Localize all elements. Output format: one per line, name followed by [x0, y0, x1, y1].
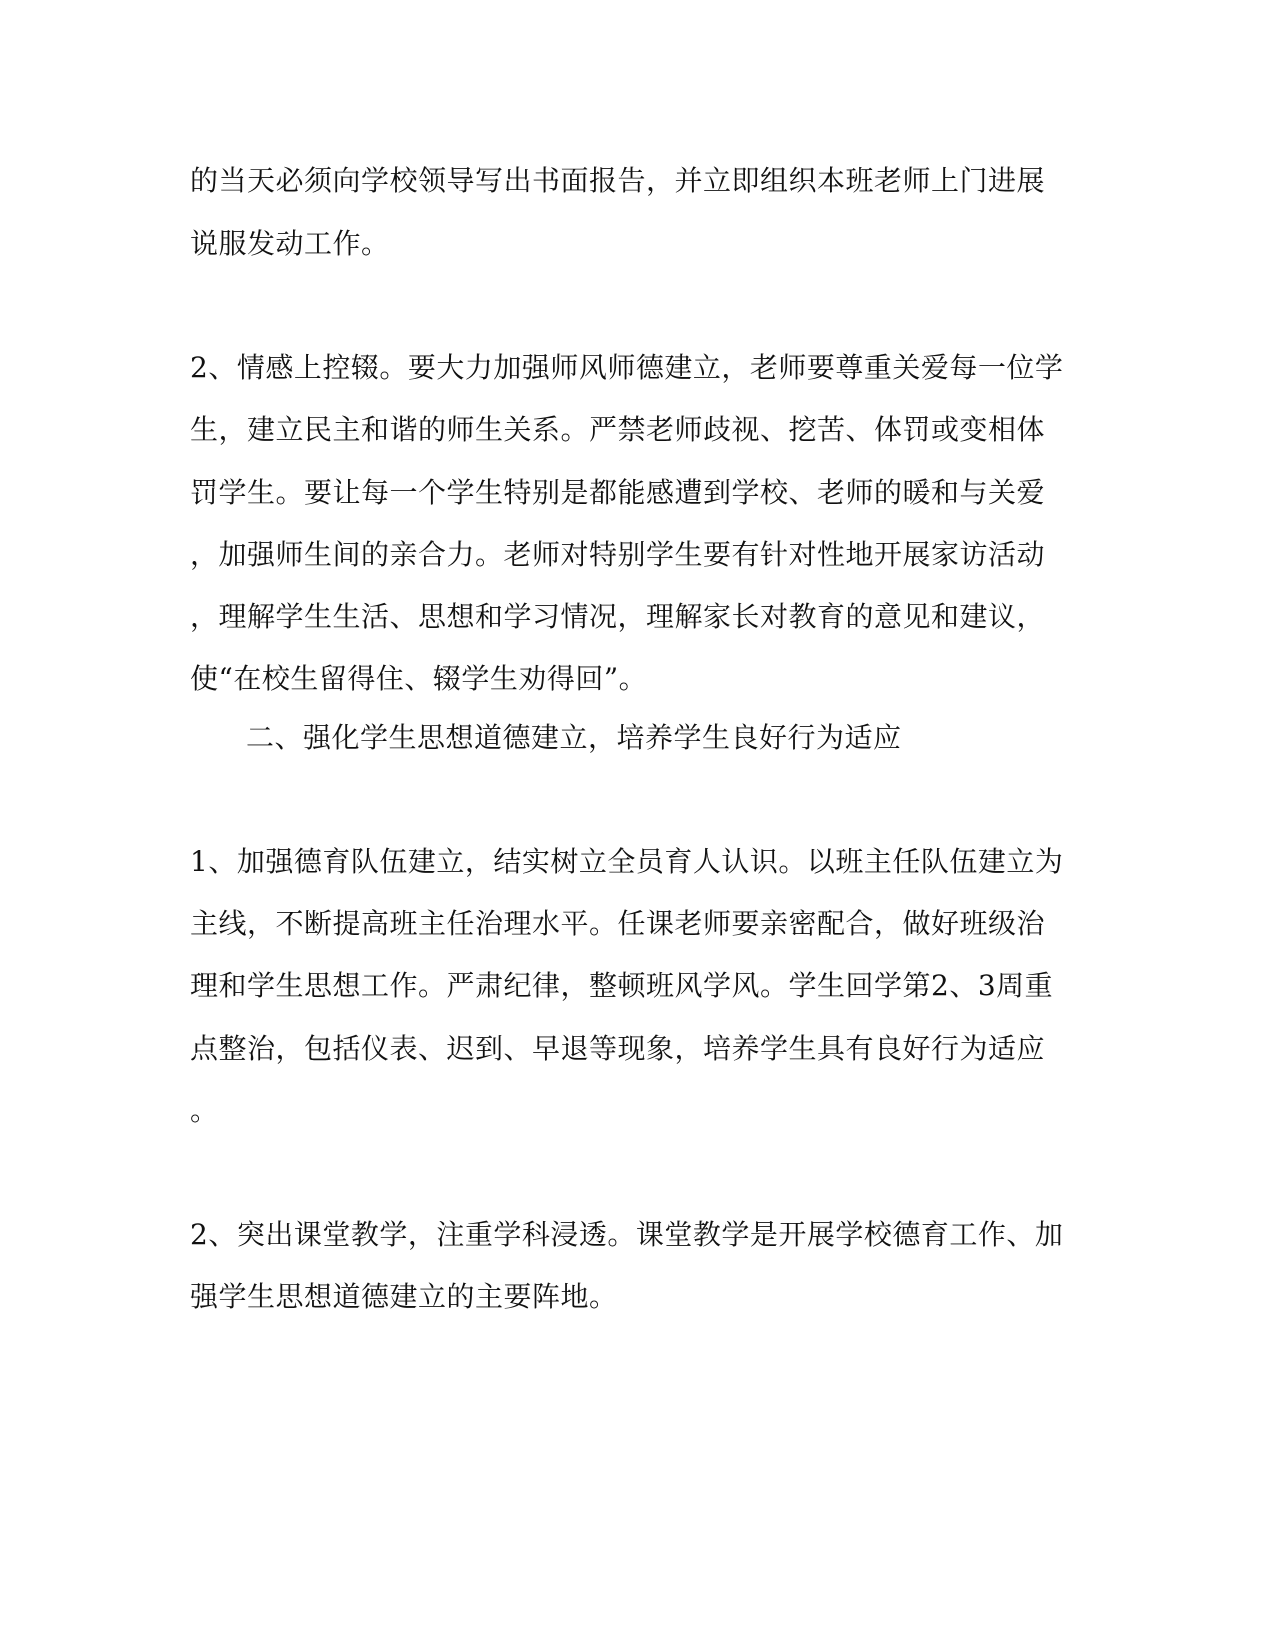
- paragraph-line: 生，建立民主和谐的师生关系。严禁老师歧视、挖苦、体罚或变相体: [190, 413, 1046, 446]
- paragraph-line: 。: [190, 1094, 219, 1127]
- paragraph-line: ，加强师生间的亲合力。老师对特别学生要有针对性地开展家访活动: [190, 538, 1046, 571]
- paragraph-line: 主线，不断提高班主任治理水平。任课老师要亲密配合，做好班级治: [190, 907, 1046, 940]
- paragraph-line: 1、加强德育队伍建立，结实树立全员育人认识。以班主任队伍建立为: [190, 845, 1064, 878]
- paragraph-line: ，理解学生生活、思想和学习情况，理解家长对教育的意见和建议，: [190, 600, 1046, 633]
- paragraph-line: 2、情感上控辍。要大力加强师风师德建立，老师要尊重关爱每一位学: [190, 351, 1064, 384]
- paragraph-line: 强学生思想道德建立的主要阵地。: [190, 1280, 618, 1313]
- paragraph-line: 说服发动工作。: [190, 227, 390, 260]
- paragraph-line: 罚学生。要让每一个学生特别是都能感遭到学校、老师的暖和与关爱: [190, 476, 1046, 509]
- paragraph-line: 2、突出课堂教学，注重学科浸透。课堂教学是开展学校德育工作、加: [190, 1218, 1064, 1251]
- paragraph-line: 点整治，包括仪表、迟到、早退等现象，培养学生具有良好行为适应: [190, 1032, 1046, 1065]
- paragraph-line: 的当天必须向学校领导写出书面报告，并立即组织本班老师上门进展: [190, 164, 1046, 197]
- paragraph-line: 理和学生思想工作。严肃纪律，整顿班风学风。学生回学第2、3周重: [190, 969, 1054, 1002]
- paragraph-line: 使“在校生留得住、辍学生劝得回”。: [190, 662, 648, 695]
- section-heading: 二、强化学生思想道德建立，培养学生良好行为适应: [246, 721, 902, 754]
